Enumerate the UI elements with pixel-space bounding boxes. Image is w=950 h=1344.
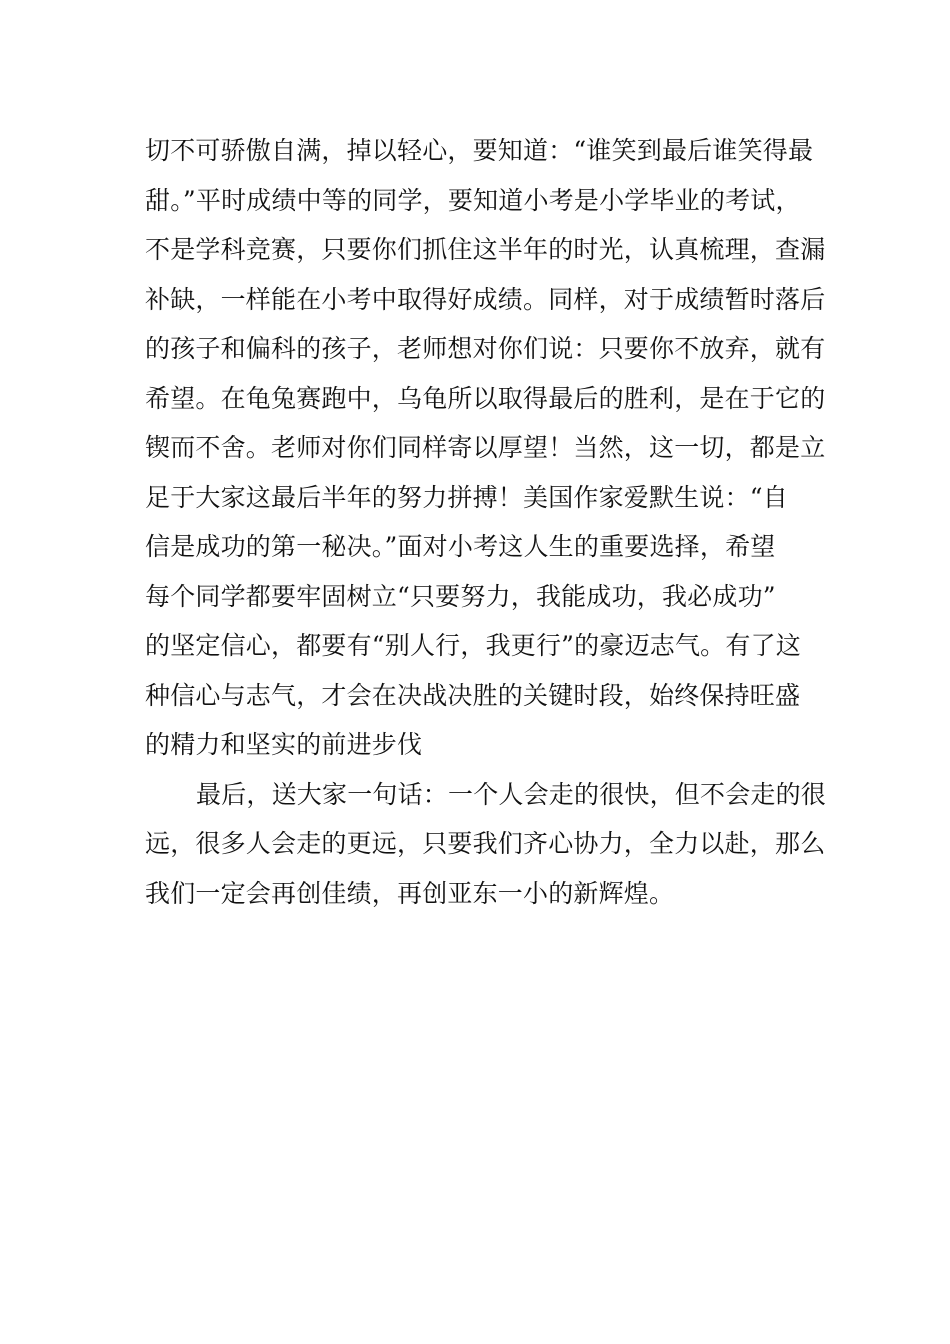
- text-line: 的孩子和偏科的孩子，老师想对你们说：只要你不放弃，就有: [145, 334, 826, 363]
- text-line: 的坚定信心，都要有“别人行，我更行”的豪迈志气。有了这: [145, 631, 801, 660]
- text-line: 锲而不舍。老师对你们同样寄以厚望！当然，这一切，都是立: [145, 433, 826, 462]
- text-line: 补缺，一样能在小考中取得好成绩。同样，对于成绩暂时落后: [145, 284, 826, 314]
- text-line: 最后，送大家一句话：一个人会走的很快，但不会走的很: [196, 779, 827, 809]
- text-line: 远，很多人会走的更远，只要我们齐心协力，全力以赴，那么: [145, 829, 826, 858]
- text-line: 我们一定会再创佳绩，再创亚东一小的新辉煌。: [145, 878, 675, 908]
- text-line: 足于大家这最后半年的努力拼搏！美国作家爱默生说：“自: [145, 482, 788, 512]
- document-body: [145, 126, 827, 918]
- text-line: 切不可骄傲自满，掉以轻心，要知道：“谁笑到最后谁笑得最: [145, 136, 814, 165]
- text-line: 希望。在龟兔赛跑中，乌龟所以取得最后的胜利，是在于它的: [145, 383, 826, 413]
- text-line: 种信心与志气，才会在决战决胜的关键时段，始终保持旺盛: [145, 680, 801, 710]
- paragraph-2: [145, 770, 827, 919]
- text-line: 每个同学都要牢固树立“只要努力，我能成功，我必成功”: [145, 581, 776, 611]
- paragraph-1: [145, 126, 826, 770]
- text-line: 的精力和坚实的前进步伐: [145, 730, 423, 759]
- text-line: 信是成功的第一秘决。”面对小考这人生的重要选择，希望: [145, 532, 776, 561]
- text-line: 不是学科竞赛，只要你们抓住这半年的时光，认真梳理，查漏: [145, 235, 826, 264]
- text-line: 甜。”平时成绩中等的同学，要知道小考是小学毕业的考试，: [145, 185, 801, 215]
